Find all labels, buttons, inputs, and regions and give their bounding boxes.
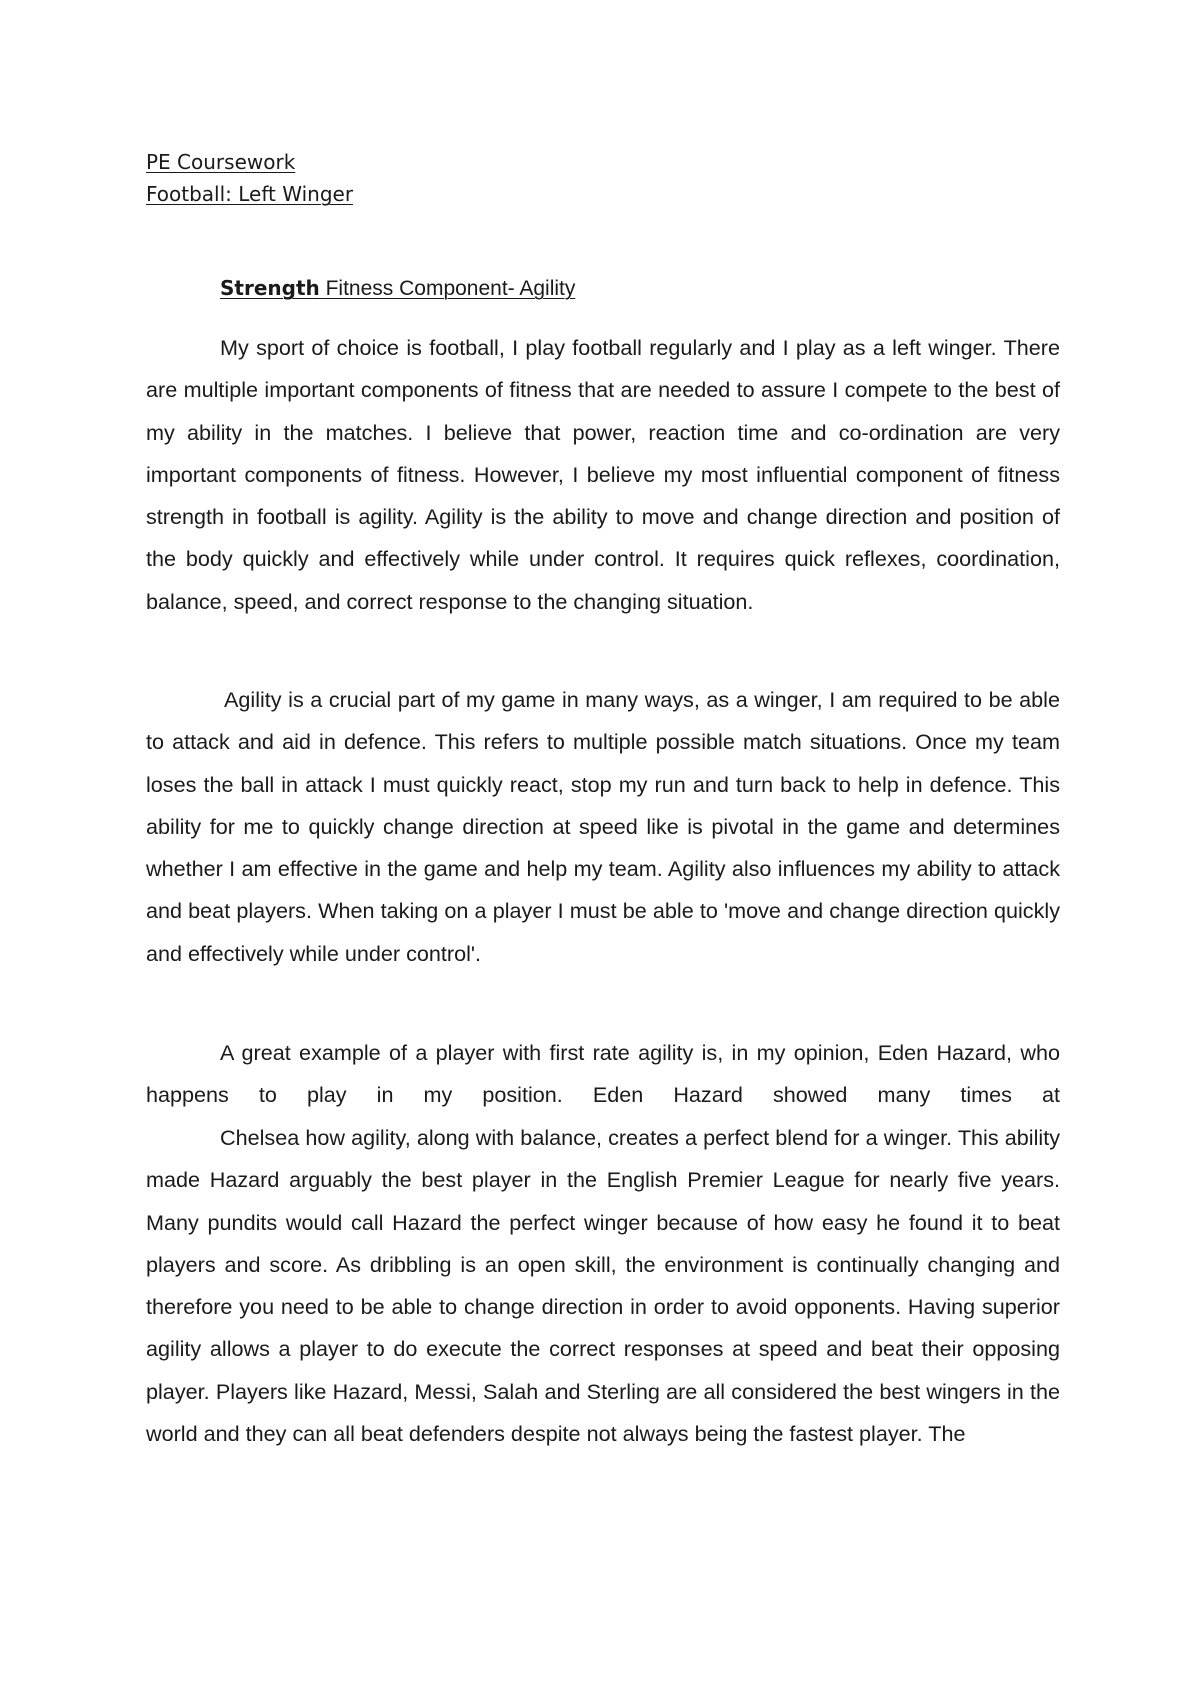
course-title: PE Coursework [146,150,296,174]
document-subtitle: Football: Left Winger [146,182,354,206]
paragraph-2: Agility is a crucial part of my game in many ways, as a winger, I am required to be able to attack and aid in defence. This refers to multiple possible match situations. Once my team loses the ball in attack I must quickly react, stop my run and turn back to help in defence. This ability for me to quickly change direction at speed like is pivotal in the game and determines whether I am effective in the game and help my team. Agility also influences my ability to attack and beat players. When taking on a player I must be able to 'move and change direction quickly and effectively while under control'. [146,687,1060,966]
document-heading [146,146,353,210]
section-title-bold: Strength [220,276,320,300]
section-title [220,273,575,304]
paragraph-1: My sport of choice is football, I play football regularly and I play as a left winger. There are multiple important components of fitness that are needed to assure I compete to the best of my ability in the matches. I believe that power, reaction time and co-ordination are very important components of fitness. However, I believe my most influential component of fitness strength in football is agility. Agility is the ability to move and change direction and position of the body quickly and effectively while under control. It requires quick reflexes, coordination, balance, speed, and correct response to the changing situation. [146,335,1060,614]
paragraph-4: Chelsea how agility, along with balance, creates a perfect blend for a winger. This ability made Hazard arguably the best player in the English Premier League for nearly five years. Many pundits would call Hazard the perfect winger because of how easy he found it to beat players and score. As dribbling is an open skill, the environment is continually changing and therefore you need to be able to change direction in order to avoid opponents. Having superior agility allows a player to do execute the correct responses at speed and beat their opposing player. Players like Hazard, Messi, Salah and Sterling are all considered the best wingers in the world and they can all beat defenders despite not always being the fastest player. The [146,1125,1060,1447]
paragraph-3: A great example of a player with first rate agility is, in my opinion, Eden Hazard, who happens to play in my position. Eden Hazard showed many times at [146,1040,1060,1108]
section-title-rest: Fitness Component- Agility [319,277,576,300]
